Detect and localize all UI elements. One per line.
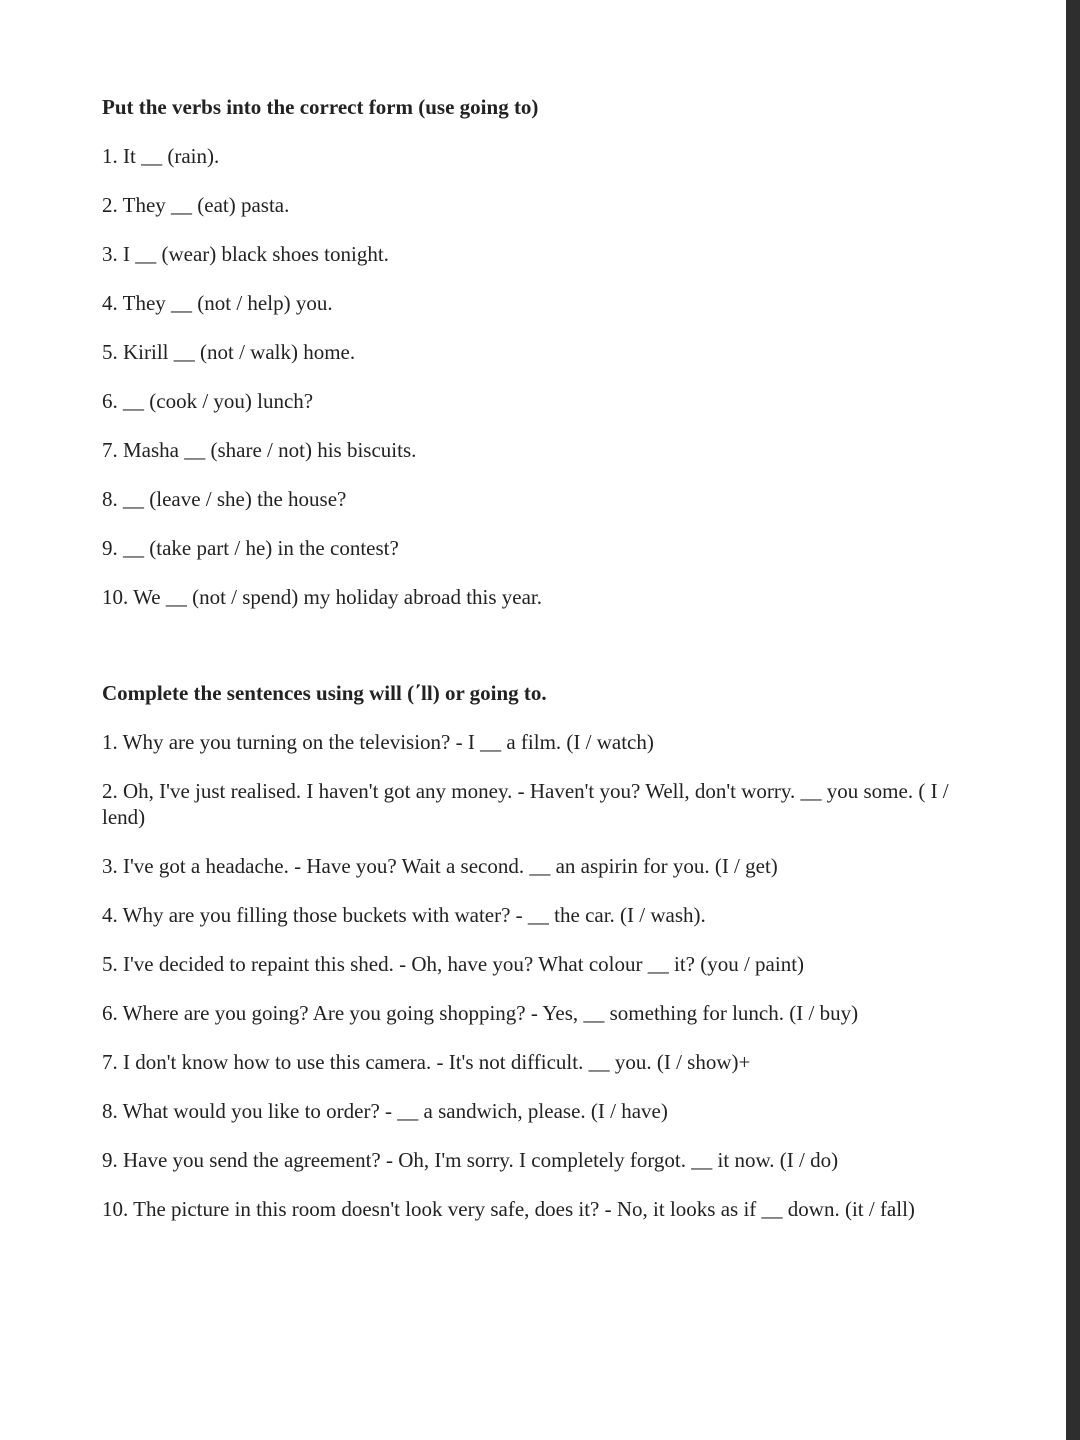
exercise-item: 5. Kirill __ (not / walk) home. [102, 340, 356, 364]
exercise-item: 1. It __ (rain). [102, 144, 220, 168]
exercise-item: 8. What would you like to order? - __ a sandwich, please. (I / have) [102, 1099, 668, 1123]
exercise-item: 9. Have you send the agreement? - Oh, I'm sorry. I completely forgot. __ it now. (I / do) [102, 1148, 839, 1172]
exercise-item: 6. Where are you going? Are you going shopping? - Yes, __ something for lunch. (I / buy) [102, 1001, 859, 1025]
section-heading: Complete the sentences using will (΄ll) or going to. [102, 681, 547, 705]
exercise-item: 10. The picture in this room doesn't look very safe, does it? - No, it looks as if __ down. (it / fall) [102, 1197, 915, 1221]
section-heading: Put the verbs into the correct form (use going to) [102, 95, 539, 119]
exercise-item: 1. Why are you turning on the television? - I __ a film. (I / watch) [102, 730, 654, 754]
exercise-item: 8. __ (leave / she) the house? [102, 487, 347, 511]
exercise-item: 6. __ (cook / you) lunch? [102, 389, 314, 413]
exercise-item: 4. Why are you filling those buckets with water? - __ the car. (I / wash). [102, 903, 706, 927]
exercise-item: 3. I __ (wear) black shoes tonight. [102, 242, 389, 266]
worksheet-content [102, 94, 992, 1245]
exercise-item: 2. They __ (eat) pasta. [102, 193, 290, 217]
exercise-item: 7. Masha __ (share / not) his biscuits. [102, 438, 417, 462]
exercise-item: 10. We __ (not / spend) my holiday abroad this year. [102, 585, 543, 609]
page-edge-shadow [1066, 0, 1080, 1440]
exercise-item: 4. They __ (not / help) you. [102, 291, 333, 315]
section-going-to [102, 94, 992, 610]
exercise-item: 3. I've got a headache. - Have you? Wait a second. __ an aspirin for you. (I / get) [102, 854, 778, 878]
exercise-item: 2. Oh, I've just realised. I haven't got any money. - Haven't you? Well, don't worry. __ you some. ( I / lend) [102, 779, 949, 829]
exercise-item: 9. __ (take part / he) in the contest? [102, 536, 399, 560]
exercise-item: 5. I've decided to repaint this shed. - Oh, have you? What colour __ it? (you / paint) [102, 952, 805, 976]
exercise-item: 7. I don't know how to use this camera. - It's not difficult. __ you. (I / show)+ [102, 1050, 751, 1074]
section-will-or-going-to [102, 680, 992, 1222]
